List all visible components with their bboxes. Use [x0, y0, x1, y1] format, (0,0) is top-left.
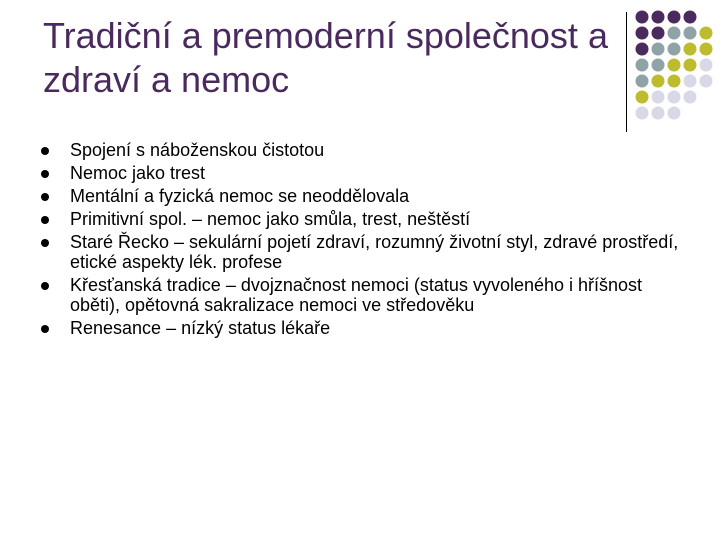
decorative-dot [668, 91, 681, 104]
bullet-text: Primitivní spol. – nemoc jako smůla, trest, neštěstí [70, 209, 471, 229]
bullet-text: Nemoc jako trest [70, 163, 206, 183]
bullet-dot-icon [41, 147, 49, 155]
bullet-dot-icon [41, 282, 49, 290]
bullet-dot-icon [41, 239, 49, 247]
bullet-list [70, 140, 690, 341]
decorative-dot [668, 59, 681, 72]
decorative-dot [668, 27, 681, 40]
decorative-dot [668, 43, 681, 56]
bullet-item [70, 275, 690, 315]
bullet-dot-icon [41, 216, 49, 224]
decorative-dot [652, 59, 665, 72]
decorative-dot [636, 59, 649, 72]
bullet-dot-icon [41, 325, 49, 333]
decorative-dot [652, 107, 665, 120]
decorative-dot [652, 11, 665, 24]
decorative-dot [636, 91, 649, 104]
decorative-dot [636, 27, 649, 40]
decorative-dot [684, 75, 697, 88]
bullet-item [70, 140, 690, 160]
decorative-dot [668, 75, 681, 88]
decorative-dot [652, 91, 665, 104]
decorative-dot [636, 75, 649, 88]
decorative-dot [700, 75, 713, 88]
bullet-item [70, 232, 690, 272]
decorative-dot [684, 27, 697, 40]
decorative-dot [684, 91, 697, 104]
decorative-dot [636, 107, 649, 120]
decorative-dot [668, 11, 681, 24]
vertical-divider [626, 12, 627, 132]
decorative-dot [668, 107, 681, 120]
decorative-dot [700, 59, 713, 72]
decorative-dot [684, 11, 697, 24]
bullet-dot-icon [41, 193, 49, 201]
bullet-dot-icon [41, 170, 49, 178]
bullet-item [70, 163, 690, 183]
decorative-dot [684, 59, 697, 72]
decorative-dot [700, 27, 713, 40]
decorative-dot [700, 43, 713, 56]
decorative-dot [636, 11, 649, 24]
bullet-text: Křesťanská tradice – dvojznačnost nemoci (status vyvoleného i hříšnost oběti), opětovná sakralizace nemoci ve středověku [70, 275, 643, 315]
bullet-text: Staré Řecko – sekulární pojetí zdraví, rozumný životní styl, zdravé prostředí, etické aspekty lék. profese [70, 232, 679, 272]
slide-title: Tradiční a premoderní společnost a zdraví a nemoc [43, 15, 608, 100]
bullet-text: Mentální a fyzická nemoc se neoddělovala [70, 186, 410, 206]
bullet-item [70, 209, 690, 229]
bullet-text: Spojení s náboženskou čistotou [70, 140, 325, 160]
decorative-dot [684, 43, 697, 56]
bullet-text: Renesance – nízký status lékaře [70, 318, 331, 338]
bullet-item [70, 186, 690, 206]
bullet-item [70, 318, 690, 338]
decorative-dot [652, 27, 665, 40]
decorative-dot [636, 43, 649, 56]
decorative-dot [652, 75, 665, 88]
decorative-dot [652, 43, 665, 56]
